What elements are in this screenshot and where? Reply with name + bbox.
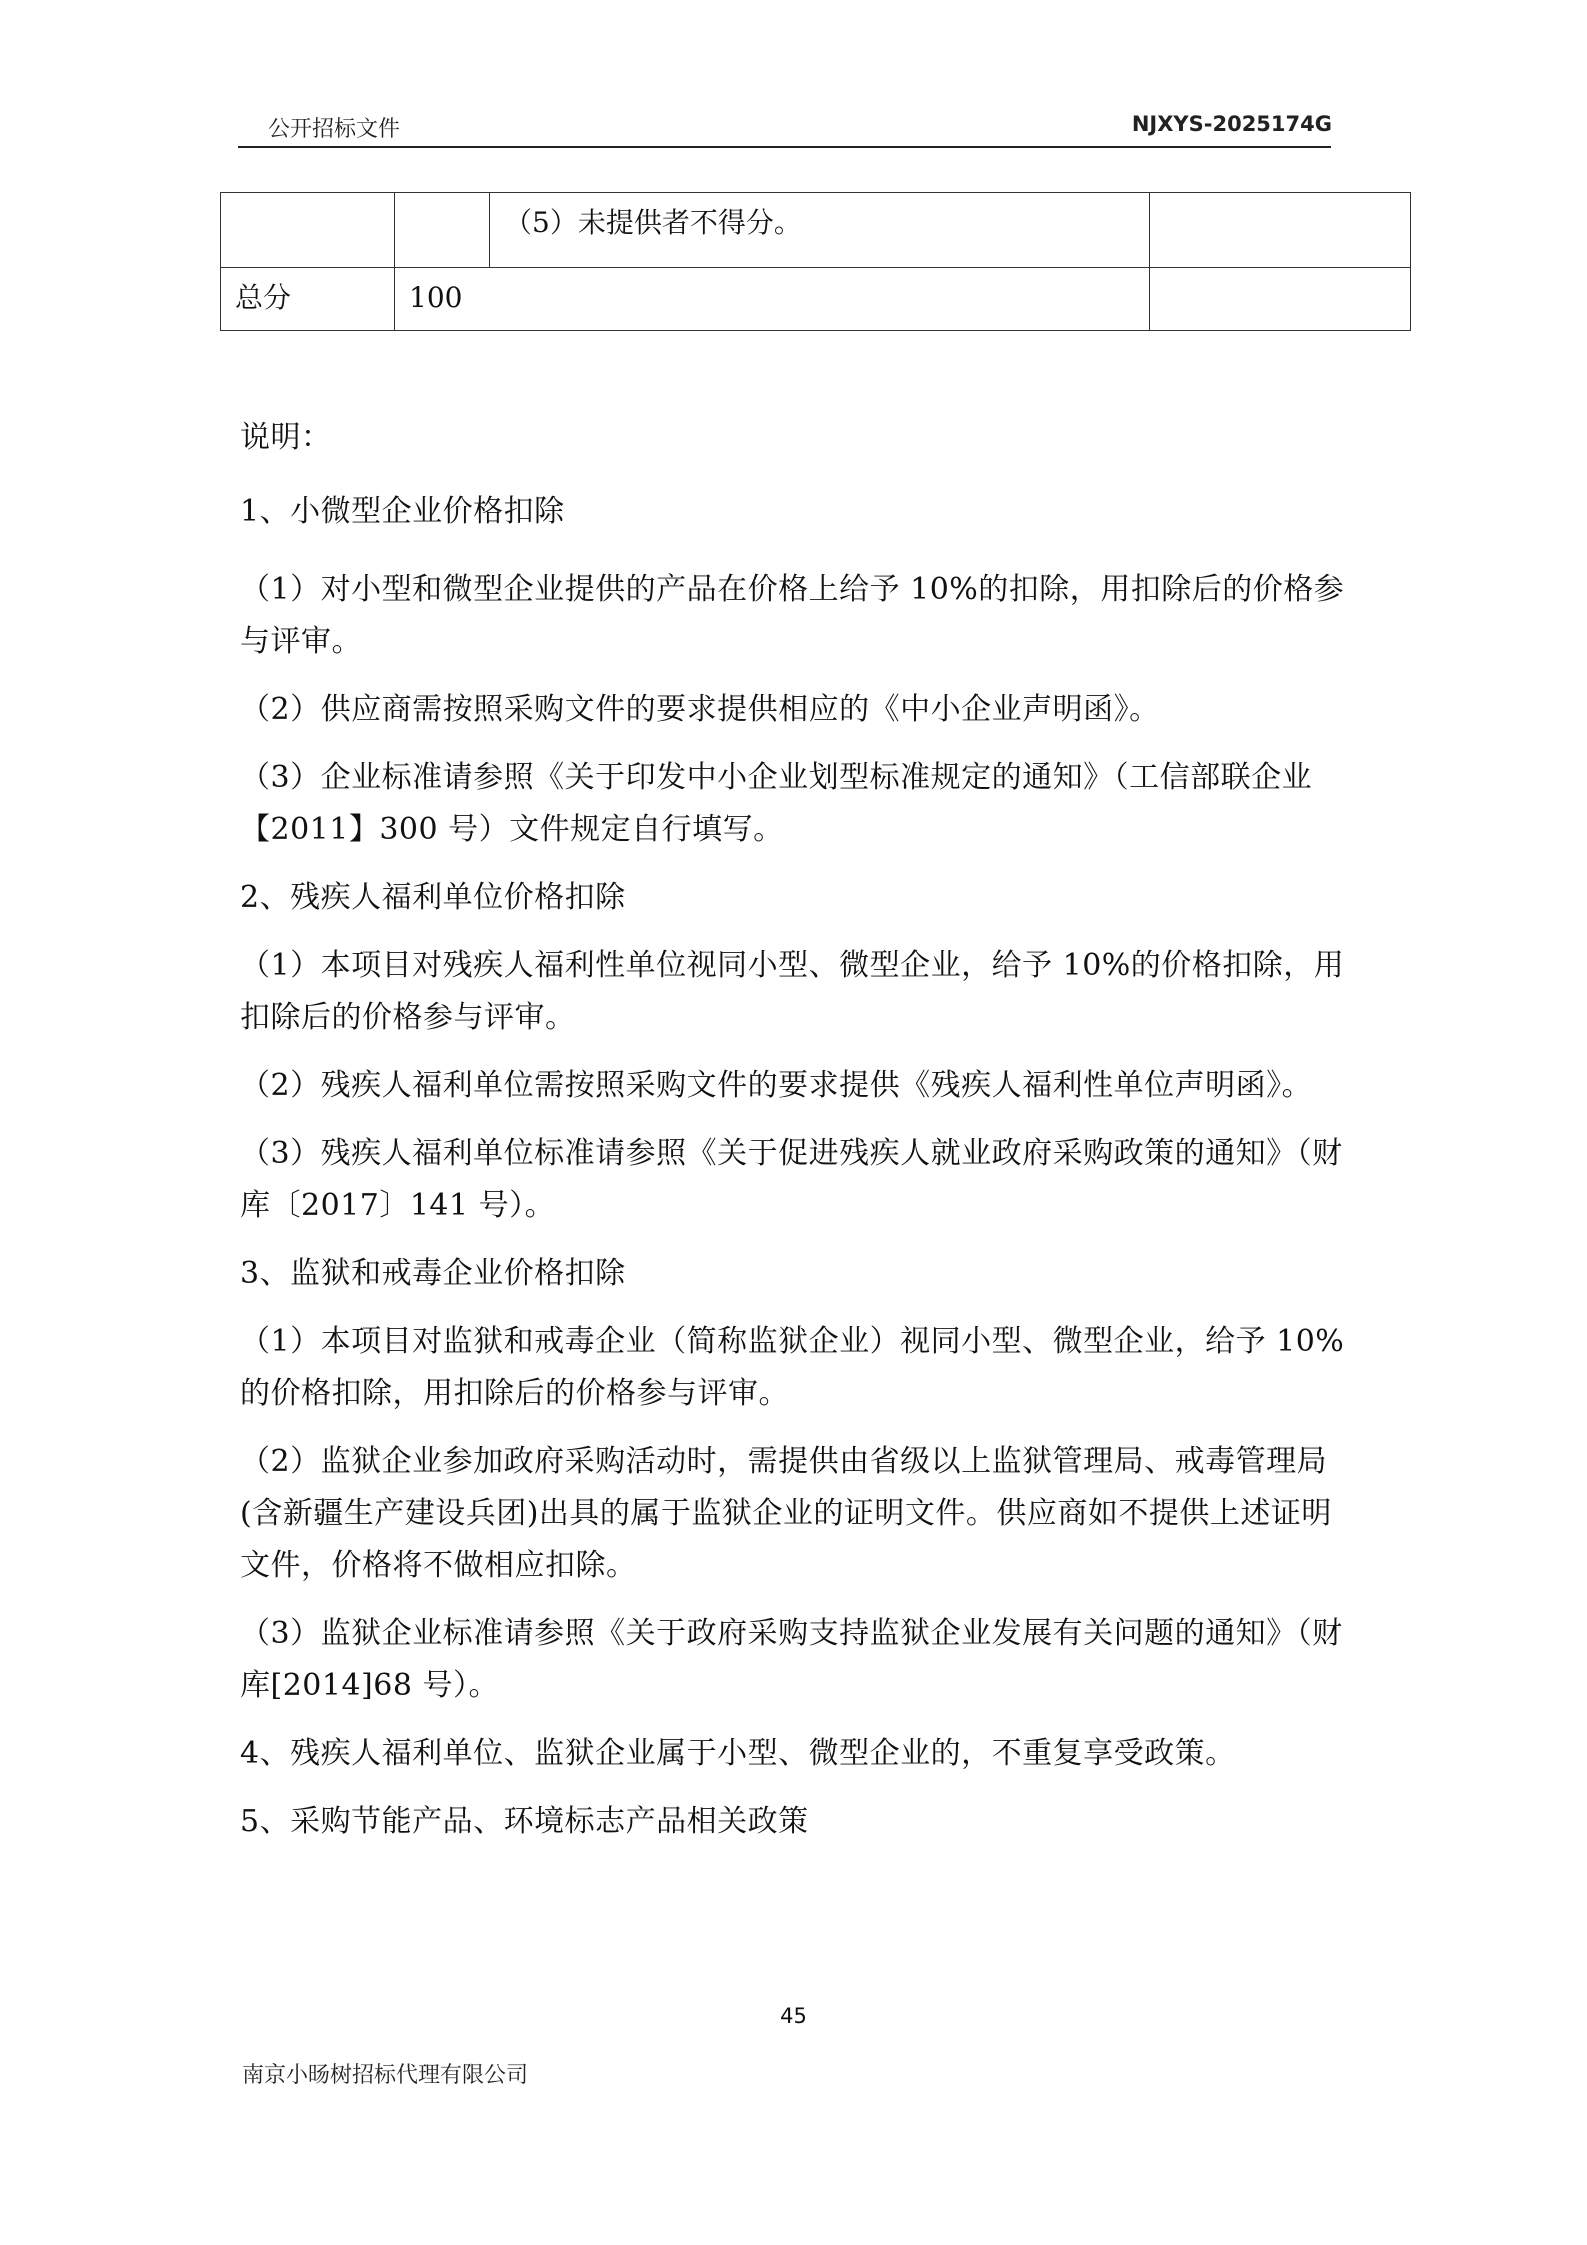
- criteria-cell: （5）未提供者不得分。: [490, 193, 1150, 268]
- policy-notes: [240, 412, 1350, 1864]
- paragraph: （3）企业标准请参照《关于印发中小企业划型标准规定的通知》（工信部联企业【2011】300 号）文件规定自行填写。: [240, 760, 1313, 847]
- paragraph: （1）本项目对残疾人福利性单位视同小型、微型企业，给予 10%的价格扣除，用扣除后的价格参与评审。: [240, 948, 1345, 1035]
- section-title: 5、采购节能产品、环境标志产品相关政策: [240, 1804, 809, 1839]
- table-cell: [1150, 268, 1411, 331]
- section-title: 1、小微型企业价格扣除: [240, 494, 565, 529]
- paragraph: （1）本项目对监狱和戒毒企业（简称监狱企业）视同小型、微型企业，给予 10%的价格扣除，用扣除后的价格参与评审。: [240, 1324, 1345, 1411]
- section-title: 4、残疾人福利单位、监狱企业属于小型、微型企业的，不重复享受政策。: [240, 1736, 1236, 1771]
- notes-intro: 说明：: [240, 420, 332, 455]
- paragraph: （3）监狱企业标准请参照《关于政府采购支持监狱企业发展有关问题的通知》（财库[2014]68 号）。: [240, 1616, 1343, 1703]
- table-row-total: [221, 268, 1411, 331]
- scoring-table: [220, 192, 1411, 331]
- paragraph: （2）残疾人福利单位需按照采购文件的要求提供《残疾人福利性单位声明函》。: [240, 1068, 1313, 1103]
- paragraph: （3）残疾人福利单位标准请参照《关于促进残疾人就业政府采购政策的通知》（财库〔2017〕141 号）。: [240, 1136, 1343, 1223]
- table-cell: [1150, 193, 1411, 268]
- footer-company-name: 南京小旸树招标代理有限公司: [242, 2063, 529, 2088]
- header-divider: [238, 146, 1331, 148]
- section-title: 3、监狱和戒毒企业价格扣除: [240, 1256, 626, 1291]
- paragraph: （2）监狱企业参加政府采购活动时，需提供由省级以上监狱管理局、戒毒管理局(含新疆生产建设兵团)出具的属于监狱企业的证明文件。供应商如不提供上述证明文件，价格将不做相应扣除。: [240, 1444, 1332, 1583]
- total-value-cell: 100: [395, 268, 1150, 331]
- page-number: 45: [780, 2004, 807, 2028]
- paragraph: （1）对小型和微型企业提供的产品在价格上给予 10%的扣除，用扣除后的价格参与评审。: [240, 572, 1345, 659]
- table-row: [221, 193, 1411, 268]
- paragraph: （2）供应商需按照采购文件的要求提供相应的《中小企业声明函》。: [240, 692, 1160, 727]
- section-title: 2、残疾人福利单位价格扣除: [240, 880, 626, 915]
- total-label-cell: 总分: [221, 268, 395, 331]
- header-document-type: 公开招标文件: [268, 117, 401, 142]
- table-cell: [221, 193, 395, 268]
- header-document-code: NJXYS-2025174G: [1131, 112, 1332, 136]
- table-cell: [395, 193, 490, 268]
